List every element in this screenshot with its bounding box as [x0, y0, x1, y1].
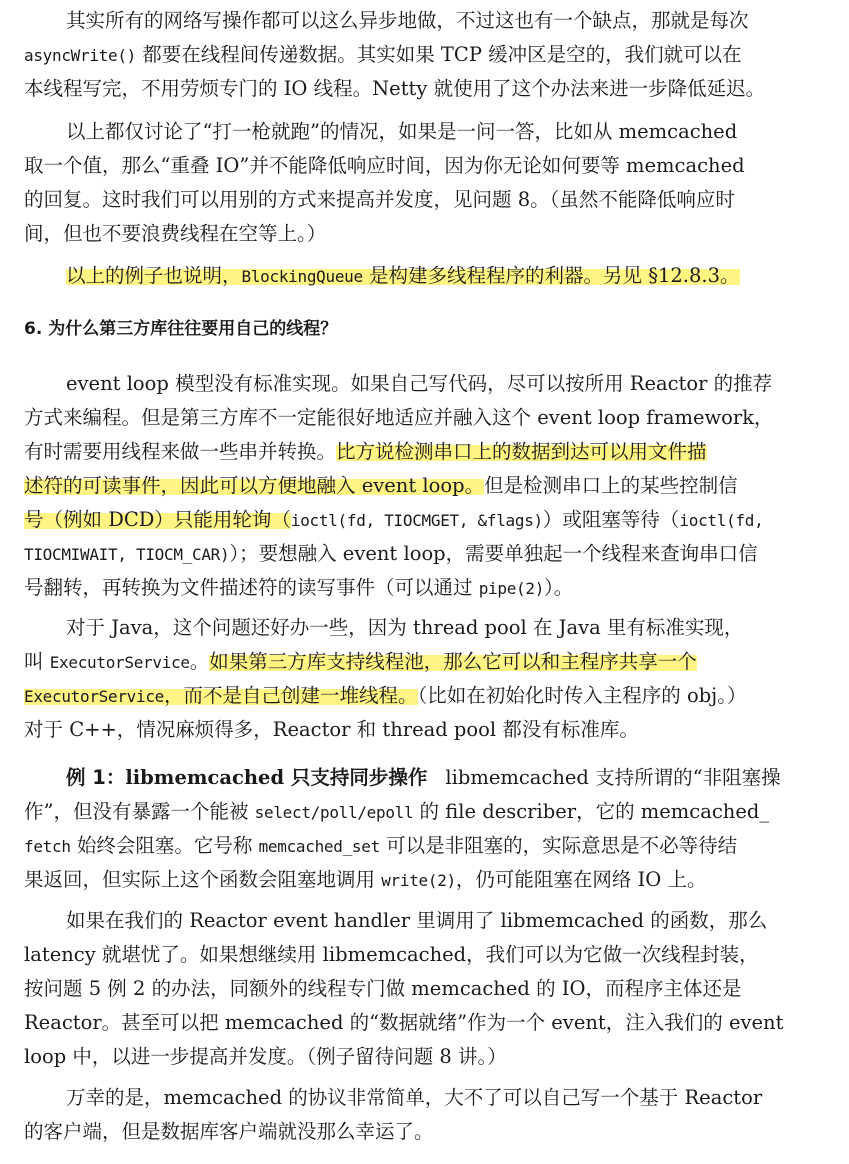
- p2-text: 间，但也不要浪费线程在空等上。）: [24, 222, 327, 245]
- p4-line-1: [24, 367, 836, 401]
- p5-line-2: [24, 645, 836, 679]
- p6-text: 始终会阻塞。它号称: [70, 834, 259, 857]
- p1-line-3: [24, 72, 836, 106]
- p3-text: 是构建多线程程序的利器。另见 §12.8.3。: [362, 264, 740, 287]
- p1-line-2: [24, 38, 836, 72]
- p4-text: 方式来编程。但是第三方库不一定能很好地适应并融入这个 event loop framework，: [24, 406, 774, 429]
- p5-text: 对于 C++，情况麻烦得多，Reactor 和 thread pool 都没有标准库。: [24, 718, 639, 741]
- p4-line-7: [24, 571, 836, 605]
- code-blockingqueue: BlockingQueue: [241, 267, 363, 286]
- code-asyncwrite: asyncWrite(): [24, 46, 136, 65]
- p7-line-2: [24, 938, 836, 972]
- p5-text: 。: [189, 650, 210, 673]
- p7-text: Reactor。甚至可以把 memcached 的“数据就绪”作为一个 event，注入我们的 event: [24, 1011, 784, 1034]
- p7-text: latency 就堪忧了。如果想继续用 libmemcached，我们可以为它做一次线程封装，: [24, 943, 759, 966]
- p5-line-1: [24, 611, 836, 645]
- p2-line-2: [24, 149, 836, 183]
- p5-line-3: [24, 679, 836, 713]
- p7-line-5: [24, 1040, 836, 1074]
- p2-text: 取一个值，那么“重叠 IO”并不能降低响应时间，因为你无论如何要等 memcached: [24, 154, 745, 177]
- p6-text: ，仍可能阻塞在网络 IO 上。: [455, 868, 707, 891]
- p7-text: loop 中，以进一步提高并发度。（例子留待问题 8 讲。）: [24, 1045, 507, 1068]
- example-label-text: 只支持同步操作: [284, 766, 428, 789]
- p4-highlight: 述符的可读事件，因此可以方便地融入 event loop。: [24, 474, 485, 497]
- section-title: 6. 为什么第三方库往往要用自己的线程？: [24, 319, 338, 339]
- example-label: 例 1：: [66, 766, 126, 789]
- p5-line-4: [24, 713, 836, 747]
- p4-line-5: [24, 503, 836, 537]
- p3-line-1: [24, 259, 836, 293]
- p6-line-1: [24, 761, 836, 795]
- p7-line-4: [24, 1006, 836, 1040]
- p1-text: 都要在线程间传递数据。其实如果 TCP 缓冲区是空的，我们就可以在: [136, 43, 742, 66]
- p4-text: ）或阻塞等待（: [542, 508, 680, 531]
- p8-text: 万幸的是，memcached 的协议非常简单，大不了可以自己写一个基于 Reactor: [66, 1086, 763, 1109]
- p8-text: 的客户端，但是数据库客户端就没那么幸运了。: [24, 1120, 434, 1143]
- p4-text: event loop 模型没有标准实现。如果自己写代码，尽可以按所用 Reactor 的推荐: [66, 372, 773, 395]
- p2-line-4: [24, 217, 836, 251]
- p4-text: ）；要想融入 event loop，需要单独起一个线程来查询串口信: [229, 542, 758, 565]
- p1-line-1: [24, 4, 836, 38]
- p5-text: （比如在初始化时传入主程序的 obj。）: [417, 684, 747, 707]
- p5-highlight: 如果第三方库支持线程池，那么它可以和主程序共享一个: [209, 650, 697, 673]
- p6-text: 果返回，但实际上这个函数会阻塞地调用: [24, 868, 382, 891]
- code-fetch: fetch: [24, 837, 71, 856]
- code-select-poll-epoll: select/poll/epoll: [254, 803, 414, 822]
- p5-text: 对于 Java，这个问题还好办一些，因为 thread pool 在 Java 里有标准实现，: [66, 616, 744, 639]
- p4-line-6: [24, 537, 836, 571]
- p6-text: 可以是非阻塞的，实际意思是不必等待结: [379, 834, 738, 857]
- p4-highlight: 号（例如 DCD）只能用轮询（: [24, 508, 291, 531]
- p4-text: 号翻转，再转换为文件描述符的读写事件（可以通过: [24, 576, 479, 599]
- p2-text: 的回复。这时我们可以用别的方式来提高并发度，见问题 8。（虽然不能降低响应时: [24, 188, 735, 211]
- p4-line-4: [24, 469, 836, 503]
- p7-text: 如果在我们的 Reactor event handler 里调用了 libmemcached 的函数，那么: [66, 909, 768, 932]
- p8-line-1: [24, 1081, 836, 1115]
- p2-line-1: [24, 115, 836, 149]
- p3-text: 以上的例子也说明，: [66, 264, 242, 287]
- code-tiocmiwait: TIOCMIWAIT, TIOCM_CAR): [24, 545, 230, 564]
- code-write: write(2): [381, 871, 456, 890]
- p1-text: 本线程写完，不用劳烦专门的 IO 线程。Netty 就使用了这个办法来进一步降低延迟。: [24, 77, 766, 100]
- code-memcached-set: memcached_set: [258, 837, 380, 856]
- code-ioctl-tiocmget: ioctl(fd, TIOCMGET, &flags): [290, 511, 543, 530]
- p4-text: 但是检测串口上的某些控制信: [484, 474, 738, 497]
- p6-line-4: [24, 863, 836, 897]
- p7-line-3: [24, 972, 836, 1006]
- p7-text: 按问题 5 例 2 的办法，同额外的线程专门做 memcached 的 IO，而程序主体还是: [24, 977, 742, 1000]
- p6-line-3: [24, 829, 836, 863]
- section-heading: [24, 311, 836, 345]
- p5-text: 叫: [24, 650, 50, 673]
- p2-line-3: [24, 183, 836, 217]
- p6-text: libmemcached 支持所谓的“非阻塞操: [445, 766, 781, 789]
- example-label-lib: libmemcached: [125, 766, 285, 789]
- p4-text: ）。: [544, 576, 574, 599]
- p2-text: 以上都仅讨论了“打一枪就跑”的情况，如果是一问一答，比如从 memcached: [66, 120, 738, 143]
- p6-text: 的 file describer，它的 memcached_: [413, 800, 770, 823]
- code-executorservice: ExecutorService: [24, 687, 164, 706]
- p4-line-2: [24, 401, 836, 435]
- p4-line-3: [24, 435, 836, 469]
- code-executorservice: ExecutorService: [49, 653, 190, 672]
- p6-text: 作”，但没有暴露一个能被: [24, 800, 255, 823]
- p4-highlight: 比方说检测串口上的数据到达可以用文件描: [336, 440, 707, 463]
- code-pipe: pipe(2): [478, 579, 545, 598]
- p1-text: 其实所有的网络写操作都可以这么异步地做，不过这也有一个缺点，那就是每次: [66, 9, 749, 32]
- p7-line-1: [24, 904, 836, 938]
- p5-highlight: ，而不是自己创建一堆线程。: [164, 684, 418, 707]
- p6-line-2: [24, 795, 836, 829]
- p4-text: 有时需要用线程来做一些串并转换。: [24, 440, 337, 463]
- code-ioctl: ioctl(fd,: [679, 511, 764, 530]
- p8-line-2: [24, 1115, 836, 1149]
